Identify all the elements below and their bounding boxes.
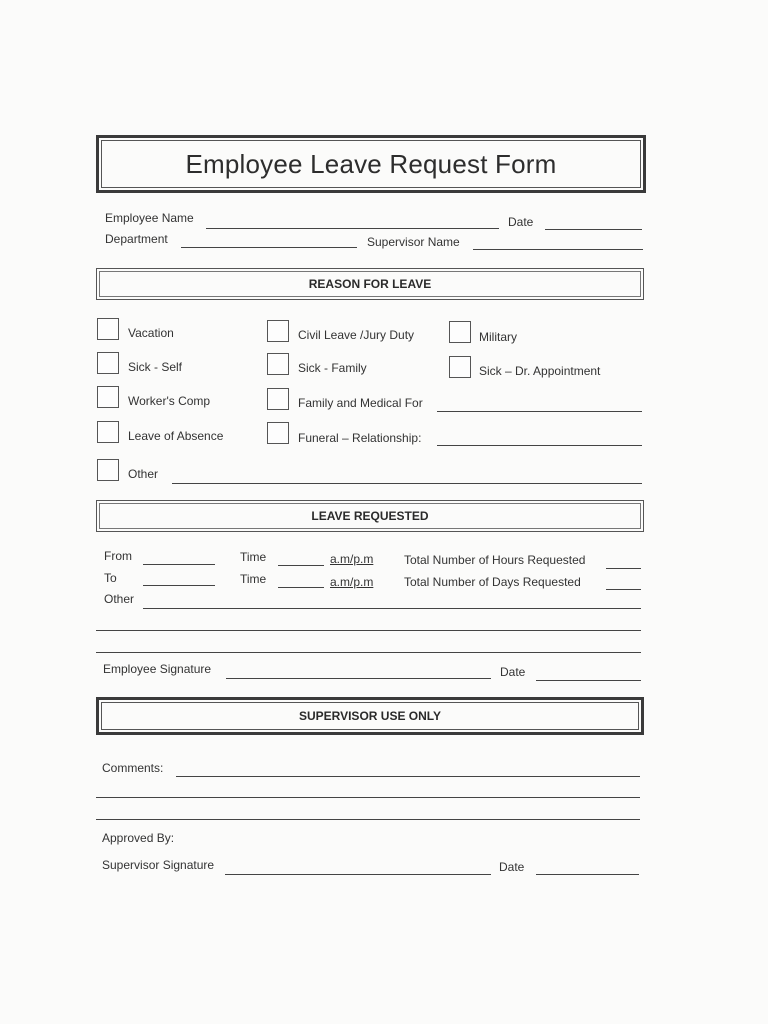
comments-field[interactable] — [176, 776, 640, 777]
form-title-box — [96, 135, 646, 193]
comments-line-3[interactable] — [96, 819, 640, 820]
family-medical-label: Family and Medical For — [298, 396, 423, 410]
supervisor-signature-label: Supervisor Signature — [102, 858, 215, 872]
employee-signature-date-field[interactable] — [536, 680, 641, 681]
to-label: To — [104, 571, 117, 585]
form-title: Employee Leave Request Form — [185, 148, 557, 179]
supervisor-signature-field[interactable] — [225, 874, 491, 875]
from-am-pm[interactable]: a.m/p.m — [330, 552, 374, 566]
from-time-label: Time — [240, 550, 267, 564]
to-time-label: Time — [240, 572, 267, 586]
leave-of-absence-checkbox[interactable] — [97, 421, 119, 443]
other-reason-label: Other — [128, 467, 159, 481]
funeral-label: Funeral – Relationship: — [298, 431, 422, 445]
employee-signature-label: Employee Signature — [103, 662, 212, 676]
leave-other-label: Other — [104, 592, 135, 606]
department-label: Department — [105, 232, 168, 246]
comments-line-2[interactable] — [96, 797, 640, 798]
military-checkbox[interactable] — [449, 321, 471, 343]
total-hours-label: Total Number of Hours Requested — [404, 553, 586, 567]
reason-section-header — [96, 268, 644, 300]
funeral-relationship-field[interactable] — [437, 445, 642, 446]
employee-name-field[interactable] — [206, 228, 499, 229]
supervisor-name-label: Supervisor Name — [367, 235, 460, 249]
sick-dr-appointment-checkbox[interactable] — [449, 356, 471, 378]
comments-label: Comments: — [102, 761, 164, 775]
leave-of-absence-label: Leave of Absence — [128, 429, 224, 443]
sick-family-label: Sick - Family — [298, 361, 367, 375]
from-field[interactable] — [143, 564, 215, 565]
leave-other-line-2[interactable] — [96, 630, 641, 631]
department-field[interactable] — [181, 247, 357, 248]
workers-comp-checkbox[interactable] — [97, 386, 119, 408]
civil-leave-checkbox[interactable] — [267, 320, 289, 342]
date-field[interactable] — [545, 229, 642, 230]
sick-dr-appointment-label: Sick – Dr. Appointment — [479, 364, 601, 378]
leave-other-field[interactable] — [143, 608, 641, 609]
total-hours-field[interactable] — [606, 568, 641, 569]
date-label: Date — [508, 215, 534, 229]
total-days-field[interactable] — [606, 589, 641, 590]
other-reason-checkbox[interactable] — [97, 459, 119, 481]
sick-self-checkbox[interactable] — [97, 352, 119, 374]
sick-family-checkbox[interactable] — [267, 353, 289, 375]
vacation-checkbox[interactable] — [97, 318, 119, 340]
supervisor-section-header — [96, 697, 644, 735]
employee-name-label: Employee Name — [105, 211, 194, 225]
to-field[interactable] — [143, 585, 215, 586]
leave-other-line-3[interactable] — [96, 652, 641, 653]
leave-requested-section-title: LEAVE REQUESTED — [311, 509, 429, 523]
military-label: Military — [479, 330, 517, 344]
sick-self-label: Sick - Self — [128, 360, 183, 374]
from-time-field[interactable] — [278, 565, 324, 566]
vacation-label: Vacation — [128, 326, 174, 340]
to-time-field[interactable] — [278, 587, 324, 588]
workers-comp-label: Worker's Comp — [128, 394, 211, 408]
reason-section-title: REASON FOR LEAVE — [308, 277, 432, 291]
family-medical-checkbox[interactable] — [267, 388, 289, 410]
supervisor-name-field[interactable] — [473, 249, 643, 250]
supervisor-date-field[interactable] — [536, 874, 639, 875]
funeral-checkbox[interactable] — [267, 422, 289, 444]
to-am-pm[interactable]: a.m/p.m — [330, 575, 374, 589]
leave-requested-section-header — [96, 500, 644, 532]
civil-leave-label: Civil Leave /Jury Duty — [298, 328, 415, 342]
total-days-label: Total Number of Days Requested — [404, 575, 581, 589]
employee-signature-field[interactable] — [226, 678, 491, 679]
approved-by-label: Approved By: — [102, 831, 175, 845]
other-reason-field[interactable] — [172, 483, 642, 484]
supervisor-section-title: SUPERVISOR USE ONLY — [298, 709, 442, 723]
employee-signature-date-label: Date — [500, 665, 526, 679]
supervisor-date-label: Date — [499, 860, 525, 874]
from-label: From — [104, 549, 132, 563]
family-medical-field[interactable] — [437, 411, 642, 412]
